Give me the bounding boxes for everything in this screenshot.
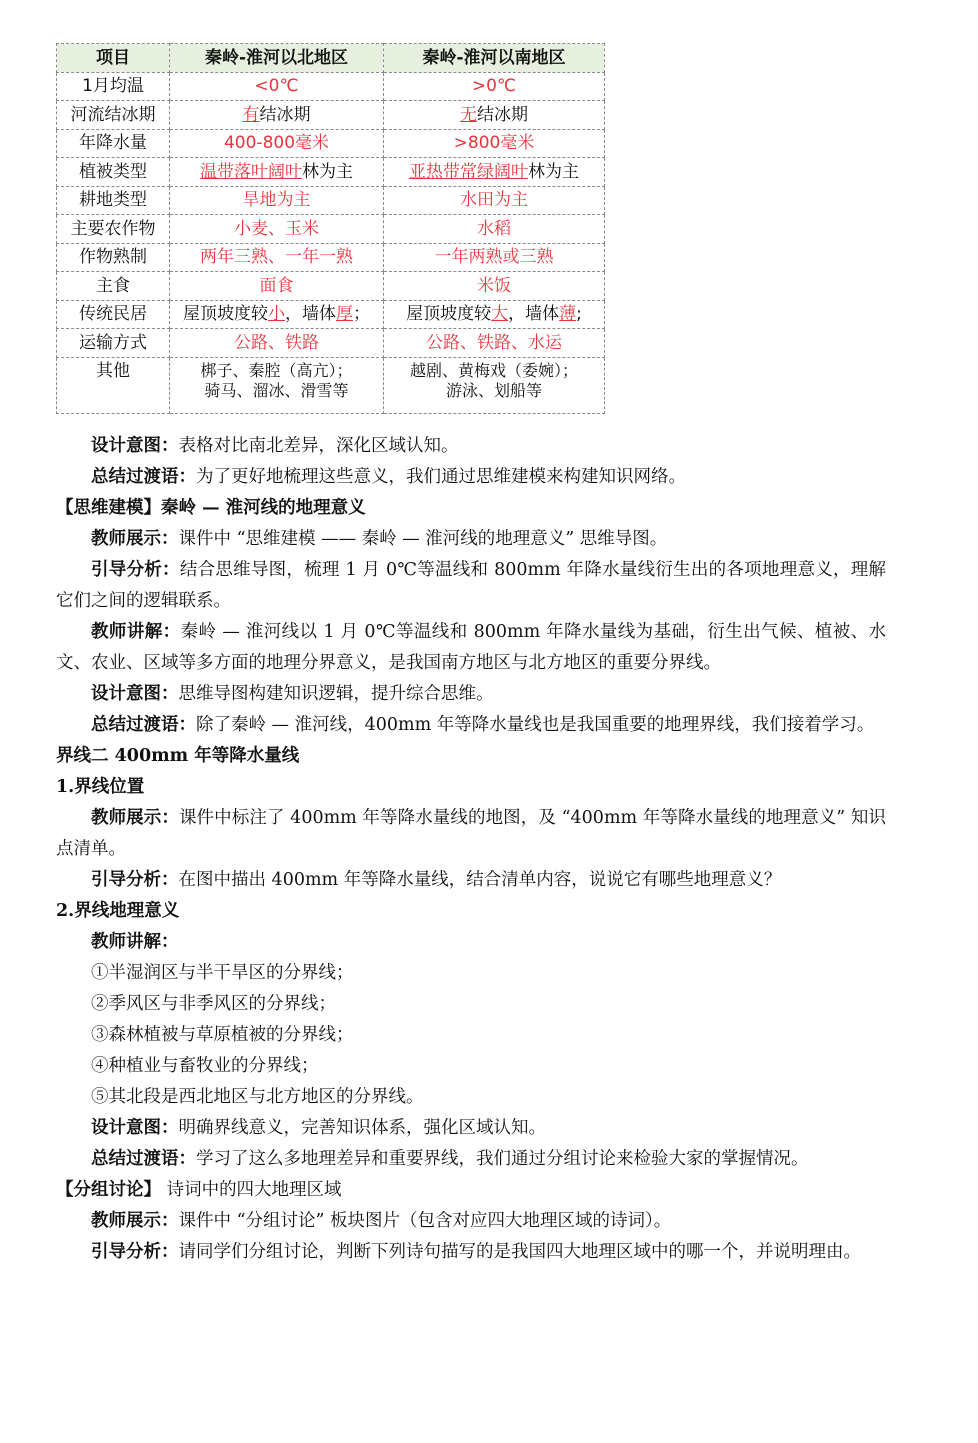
culture-line: 梆子、秦腔（高亢）； [200, 360, 353, 380]
south-value: 一年两熟或三熟 [384, 243, 605, 272]
table-row [57, 129, 605, 158]
table-row [57, 272, 605, 301]
south-value: 公路、铁路、水运 [384, 329, 605, 358]
fill-rest: 林为主 [302, 161, 353, 182]
fill-answer: 温带落叶阔叶 [200, 161, 302, 182]
paragraph [56, 710, 886, 741]
north-value [170, 101, 384, 130]
para-text: 除了秦岭 — 淮河线，400mm 年等降水量线也是我国重要的地理界线，我们接着学习。 [196, 715, 875, 735]
paragraph [56, 679, 886, 710]
south-value: 水田为主 [384, 186, 605, 215]
south-value: >0℃ [384, 72, 605, 101]
table-row [57, 158, 605, 187]
north-value: 400-800毫米 [170, 129, 384, 158]
para-text: 课件中 “思维建模 —— 秦岭 — 淮河线的地理意义” 思维导图。 [178, 529, 668, 549]
paragraph [56, 555, 886, 617]
south-value: 水稻 [384, 215, 605, 244]
text-part: ，墙体 [285, 304, 336, 325]
para-label: 教师展示： [91, 1211, 179, 1231]
north-south-comparison-table [56, 43, 605, 414]
paragraph [56, 462, 886, 493]
para-text: 结合思维导图，梳理 1 月 0℃等温线和 800mm 年降水量线衍生出的各项地理意义，理解它们之间的逻辑联系。 [56, 560, 887, 611]
row-label: 运输方式 [57, 329, 170, 358]
section-heading: 【思维建模】秦岭 — 淮河线的地理意义 [56, 498, 366, 518]
para-label: 设计意图： [91, 1118, 179, 1138]
row-label: 主要农作物 [57, 215, 170, 244]
para-text: 表格对比南北差异，深化区域认知。 [178, 436, 459, 456]
para-text: 请同学们分组讨论，判断下列诗句描写的是我国四大地理区域中的哪一个，并说明理由。 [178, 1242, 861, 1262]
fill-answer: 小 [268, 304, 285, 325]
text-part: ，墙体 [508, 304, 560, 325]
fill-rest: 林为主 [528, 161, 579, 182]
list-item: ⑤其北段是西北地区与北方地区的分界线。 [91, 1087, 424, 1107]
para-text: 为了更好地梳理这些意义，我们通过思维建模来构建知识网络。 [196, 467, 686, 487]
para-label: 总结过渡语： [91, 1149, 196, 1169]
paragraph [56, 524, 886, 555]
table-row [57, 186, 605, 215]
fill-rest: 结冰期 [477, 104, 528, 125]
fill-answer: 无 [460, 104, 477, 125]
para-label: 引导分析： [91, 870, 179, 890]
para-text: 思维导图构建知识逻辑，提升综合思维。 [178, 684, 494, 704]
table-row [57, 101, 605, 130]
row-label: 河流结冰期 [57, 101, 170, 130]
row-label: 主食 [57, 272, 170, 301]
south-value: >800毫米 [384, 129, 605, 158]
paragraph [56, 1206, 886, 1237]
row-label: 传统民居 [57, 300, 170, 329]
north-value: 两年三熟、一年一熟 [170, 243, 384, 272]
text-part: ； [353, 304, 370, 325]
lesson-body [56, 431, 886, 1268]
fill-answer: 有 [242, 104, 260, 125]
fill-answer: 亚热带常绿阔叶 [409, 161, 528, 182]
table-row [57, 300, 605, 329]
list-item: ④种植业与畜牧业的分界线； [91, 1056, 319, 1076]
section-heading [56, 1175, 886, 1206]
paragraph [56, 1144, 886, 1175]
header-south: 秦岭-淮河以南地区 [384, 44, 605, 73]
para-text: 明确界线意义，完善知识体系，强化区域认知。 [178, 1118, 546, 1138]
north-value [170, 357, 384, 413]
south-value [384, 158, 605, 187]
para-label: 教师讲解： [91, 932, 179, 952]
header-item: 项目 [57, 44, 170, 73]
north-value [170, 158, 384, 187]
table-row [57, 243, 605, 272]
para-label: 教师展示： [91, 529, 179, 549]
para-label: 总结过渡语： [91, 467, 196, 487]
row-label: 年降水量 [57, 129, 170, 158]
section-heading: 界线二 400mm 年等降水量线 [56, 746, 300, 766]
row-label: 耕地类型 [57, 186, 170, 215]
north-value: 旱地为主 [170, 186, 384, 215]
para-label: 引导分析： [91, 560, 180, 580]
para-label: 教师展示： [91, 808, 179, 828]
para-text: 在图中描出 400mm 年等降水量线，结合清单内容，说说它有哪些地理意义？ [178, 870, 782, 890]
para-label: 设计意图： [91, 436, 179, 456]
list-item: ①半湿润区与半干旱区的分界线； [91, 963, 354, 983]
para-label: 总结过渡语： [91, 715, 196, 735]
row-label: 作物熟制 [57, 243, 170, 272]
fill-answer: 厚 [336, 304, 353, 325]
north-value: 小麦、玉米 [170, 215, 384, 244]
para-text: 秦岭 — 淮河线以 1 月 0℃等温线和 800mm 年降水量线为基础，衍生出气候、植被、水文、农业、区域等多方面的地理分界意义，是我国南方地区与北方地区的重要分界线。 [56, 622, 887, 673]
list-item: ③森林植被与草原植被的分界线； [91, 1025, 354, 1045]
table-row [57, 72, 605, 101]
north-value: <0℃ [170, 72, 384, 101]
north-value: 面食 [170, 272, 384, 301]
heading-text: 诗词中的四大地理区域 [161, 1180, 342, 1200]
fill-answer: 大 [491, 304, 509, 325]
text-part: ; [576, 304, 582, 325]
para-text: 学习了这么多地理差异和重要界线，我们通过分组讨论来检验大家的掌握情况。 [196, 1149, 809, 1169]
row-label: 植被类型 [57, 158, 170, 187]
row-label: 1月均温 [57, 72, 170, 101]
paragraph [56, 431, 886, 462]
north-value: 公路、铁路 [170, 329, 384, 358]
subsection-heading: 2.界线地理意义 [56, 901, 180, 921]
paragraph [56, 803, 886, 865]
paragraph [56, 617, 886, 679]
para-label: 教师讲解： [91, 622, 181, 642]
paragraph [56, 1237, 886, 1268]
sports-line: 游泳、划船等 [445, 381, 542, 401]
south-value [384, 101, 605, 130]
south-value [384, 300, 605, 329]
para-text: 课件中标注了 400mm 年等降水量线的地图，及 “400mm 年等降水量线的地理意义” 知识点清单。 [56, 808, 887, 859]
text-part: 屋顶坡度较 [406, 304, 492, 325]
fill-rest: 结冰期 [259, 104, 311, 125]
para-label: 引导分析： [91, 1242, 179, 1262]
table-row [57, 357, 605, 413]
table-row [57, 215, 605, 244]
list-item: ②季风区与非季风区的分界线； [91, 994, 336, 1014]
para-text: 课件中 “分组讨论” 板块图片（包含对应四大地理区域的诗词）。 [178, 1211, 672, 1231]
paragraph [56, 1113, 886, 1144]
table-header-row [57, 44, 605, 73]
paragraph [56, 927, 886, 958]
row-label: 其他 [57, 357, 170, 413]
fill-answer: 薄 [559, 304, 577, 325]
culture-line: 越剧、黄梅戏（委婉）； [409, 360, 578, 380]
text-part: 屋顶坡度较 [183, 304, 268, 325]
south-value [384, 357, 605, 413]
header-north: 秦岭-淮河以北地区 [170, 44, 384, 73]
heading-label: 【分组讨论】 [56, 1180, 161, 1200]
sports-line: 骑马、溜冰、滑雪等 [204, 381, 349, 401]
south-value: 米饭 [384, 272, 605, 301]
paragraph [56, 865, 886, 896]
para-label: 设计意图： [91, 684, 179, 704]
table-row [57, 329, 605, 358]
subsection-heading: 1.界线位置 [56, 777, 145, 797]
north-value [170, 300, 384, 329]
